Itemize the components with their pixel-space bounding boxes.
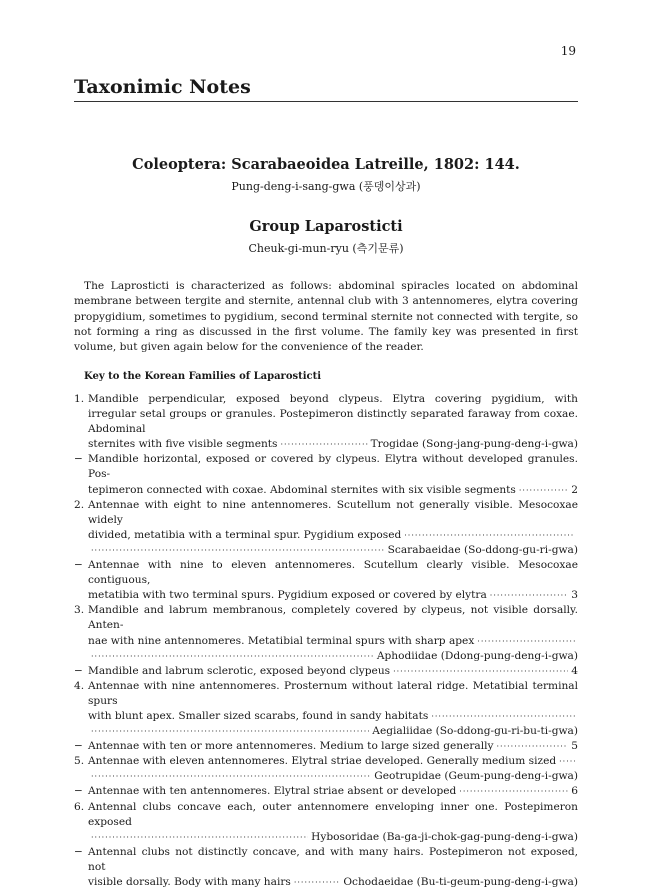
couplet-leader-line [88,664,578,679]
couplet-lead-text: Antennae with eleven antennomeres. Elytral striae developed. Generally medium sized [88,755,557,768]
couplet-leader-line [88,769,578,784]
couplet-result: Geotrupidae (Geum-pung-deng-i-gwa) [374,770,578,783]
couplet-text: Antennal clubs not distinctly concave, and with many hairs. Postepimeron not exposed, not [88,845,578,873]
key-title: Key to the Korean Families of Laparosticti [84,371,322,382]
couplet-leader-line [88,830,578,845]
key-couplet [74,603,578,663]
couplet-lead-text: tepimeron connected with coxae. Abdominal sternites with six visible segments [88,483,516,496]
couplet-text: Antennal clubs concave each, outer antennomere enveloping inner one. Postepimeron exposed [88,800,578,828]
couplet-lead-text: visible dorsally. Body with many hairs [88,876,291,888]
couplet-result: 3 [571,589,578,602]
couplet-number: 1. [74,393,85,405]
couplet-number: 4. [74,679,85,692]
couplet-leader-line [88,784,578,799]
leader-dots [519,483,568,498]
leader-dots [477,634,575,649]
couplet-number: − [74,845,83,858]
couplet-number: − [74,664,83,677]
couplet-leader-line [88,649,578,664]
key-couplet [74,739,578,754]
heading-superfamily [0,156,652,194]
heading-group-title: Group Laparosticti [249,218,403,235]
leader-dots [91,724,369,739]
couplet-number: − [74,453,83,466]
couplet-lead-text: with blunt apex. Smaller sized scarabs, found in sandy habitats [88,709,429,722]
couplet-leader-line [88,724,578,739]
couplet-leader-line [88,754,578,769]
couplet-leader-line [88,437,578,452]
intro-paragraph: The Laprosticti is characterized as follows: abdominal spiracles located on abdominal membrane between tergite and sternite, antennal club with 3 antennomeres, elytra covering propygidium, sometimes to pygidium, second terminal sternite not connected with tergite, so not forming a ring as discussed in the first volume. The family key was presented in first volume, but given again below for the convenience of the reader. [74,280,578,354]
couplet-text: Mandible and labrum membranous, completely covered by clypeus, not visible dorsally. Anten- [88,604,578,632]
identification-key [74,392,578,890]
couplet-number: 6. [74,800,85,813]
couplet-leader-line [88,634,578,649]
leader-dots [490,588,568,603]
couplet-leader-line [88,739,578,754]
couplet-result: Aphodiidae (Ddong-pung-deng-i-gwa) [376,649,578,662]
key-couplet [74,452,578,497]
page-number: 19 [560,44,576,58]
couplet-text: Antennae with nine antennomeres. Prosternum without lateral ridge. Metatibial terminal spurs [88,679,578,707]
couplet-text: Antennae with eight to nine antennomeres. Scutellum not generally visible. Mesocoxae widely [88,498,578,526]
leader-dots [280,437,367,452]
leader-dots [459,784,568,799]
couplet-text: Mandible horizontal, exposed or covered by clypeus. Elytra without developed granules. Pos- [88,453,578,481]
couplet-number: 2. [74,498,85,511]
heading-group-korean: Cheuk-gi-mun-ryu (측기문류) [248,242,404,255]
couplet-text: Antennae with nine to eleven antennomeres. Scutellum clearly visible. Mesocoxae contiguous, [88,559,578,587]
key-couplet [74,784,578,799]
couplet-lead-text: nae with nine antennomeres. Metatibial terminal spurs with sharp apex [88,634,475,647]
leader-dots [404,528,575,543]
key-couplet [74,664,578,679]
key-couplet [74,558,578,603]
couplet-result: 4 [571,664,578,677]
couplet-leader-line [88,483,578,498]
leader-dots [91,830,308,845]
couplet-leader-line [88,588,578,603]
key-couplet [74,498,578,558]
heading-superfamily-korean: Pung-deng-i-sang-gwa (풍뎅이상과) [231,180,421,193]
couplet-number: − [74,740,83,753]
leader-dots [559,754,575,769]
leader-dots [393,664,568,679]
couplet-number: − [74,785,83,798]
couplet-lead-text: Antennae with ten antennomeres. Elytral striae absent or developed [88,785,457,798]
couplet-number: − [74,559,83,572]
key-couplet [74,392,578,452]
couplet-lead-text: sternites with five visible segments [88,438,278,451]
couplet-text: Mandible perpendicular, exposed beyond clypeus. Elytra covering pygidium, with irregular setal groups or granules. Postepimeron distinctly separated faraway from coxae. Abdominal [88,393,578,436]
section-rule [74,101,578,102]
couplet-result: Scarabaeidae (So-ddong-gu-ri-gwa) [387,543,578,556]
couplet-leader-line [88,875,578,890]
leader-dots [496,739,568,754]
couplet-result: Hybosoridae (Ba-ga-ji-chok-gag-pung-deng-i-gwa) [311,830,578,843]
couplet-lead-text: Antennae with ten or more antennomeres. Medium to large sized generally [88,740,494,753]
leader-dots [91,769,371,784]
couplet-number: 3. [74,604,85,617]
heading-superfamily-title: Coleoptera: Scarabaeoidea Latreille, 1802: 144. [132,156,520,173]
couplet-result: Aegialiidae (So-ddong-gu-ri-bu-ti-gwa) [372,725,578,738]
couplet-result: Trogidae (Song-jang-pung-deng-i-gwa) [370,438,578,451]
couplet-result: 6 [571,785,578,798]
couplet-result: 5 [571,740,578,753]
couplet-lead-text: metatibia with two terminal spurs. Pygidium exposed or covered by elytra [88,589,487,602]
leader-dots [91,649,374,664]
key-couplet [74,754,578,784]
key-couplet [74,679,578,739]
couplet-result: Ochodaeidae (Bu-ti-geum-pung-deng-i-gwa) [343,876,578,888]
heading-group [0,218,652,256]
couplet-lead-text: divided, metatibia with a terminal spur. Pygidium exposed [88,528,402,541]
key-couplet [74,800,578,845]
couplet-leader-line [88,709,578,724]
leader-dots [431,709,575,724]
couplet-result: 2 [571,483,578,496]
couplet-leader-line [88,543,578,558]
couplet-lead-text: Mandible and labrum sclerotic, exposed beyond clypeus [88,664,391,677]
leader-dots [294,875,341,890]
key-couplet [74,845,578,890]
couplet-leader-line [88,528,578,543]
section-title: Taxonimic Notes [74,76,251,98]
leader-dots [91,543,385,558]
couplet-number: 5. [74,755,85,768]
